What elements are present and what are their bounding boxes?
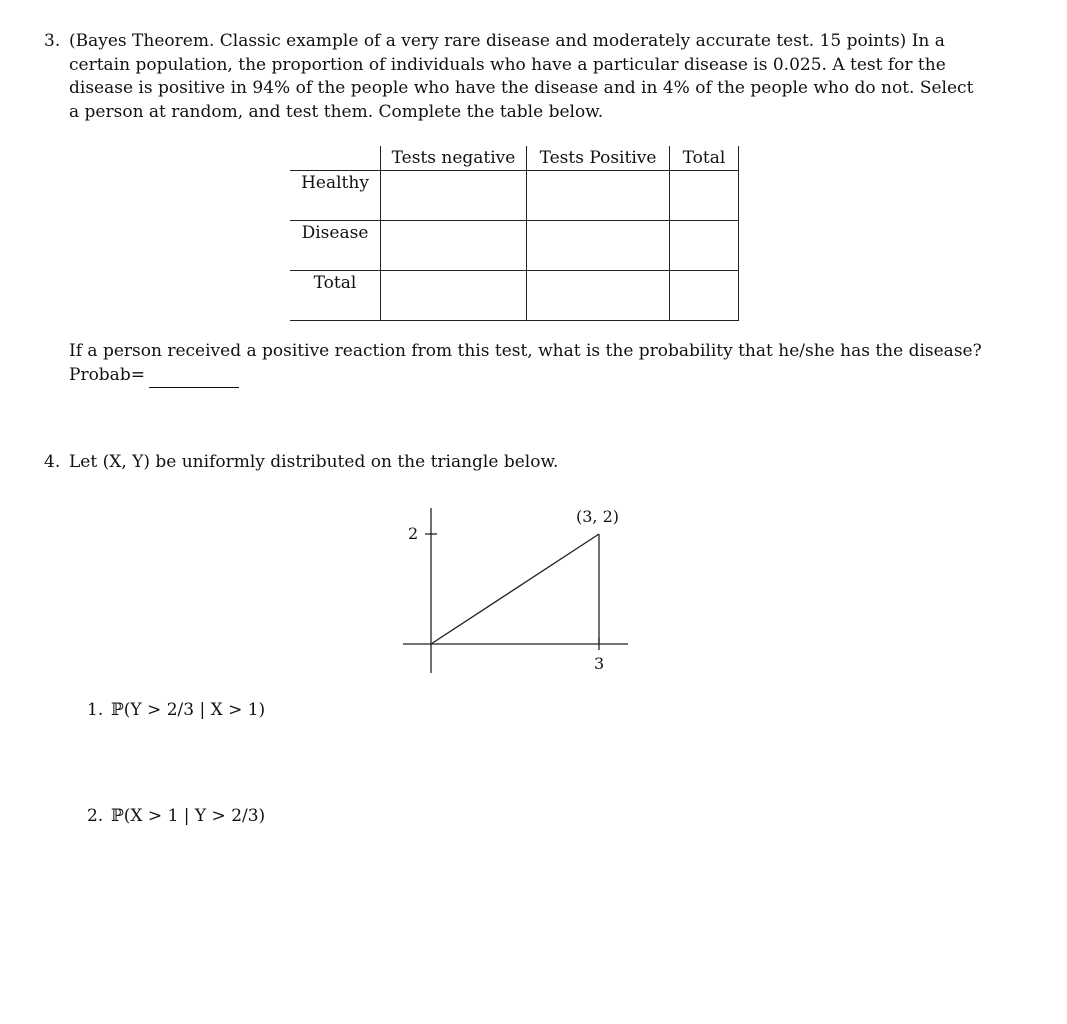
problem-4-number: 4.	[44, 452, 61, 472]
answer-blank[interactable]	[149, 368, 239, 388]
cell-healthy-total[interactable]	[670, 171, 739, 221]
table-corner	[290, 146, 381, 171]
cell-total-negative[interactable]	[381, 271, 527, 321]
row-label-disease: Disease	[290, 221, 381, 271]
part-1-number: 1.	[87, 700, 104, 720]
row-label-total: Total	[290, 271, 381, 321]
cell-total-positive[interactable]	[527, 271, 670, 321]
problem-4-statement: Let (X, Y) be uniformly distributed on the triangle below.	[69, 452, 559, 472]
problem-3-line: a person at random, and test them. Complete the table below.	[69, 101, 604, 122]
x-tick-label: 3	[594, 654, 605, 673]
cell-disease-positive[interactable]	[527, 221, 670, 271]
y-tick-label: 2	[408, 524, 419, 543]
answer-label: Probab=	[69, 365, 145, 385]
table-row	[290, 271, 739, 321]
part-1-expression: ℙ(Y > 2/3 | X > 1)	[111, 700, 266, 720]
table-header-row	[290, 146, 739, 171]
header-tests-positive: Tests Positive	[527, 146, 670, 171]
cell-disease-negative[interactable]	[381, 221, 527, 271]
table-row	[290, 171, 739, 221]
triangle-figure	[395, 500, 635, 685]
cell-healthy-negative[interactable]	[381, 171, 527, 221]
cell-total-total[interactable]	[670, 271, 739, 321]
problem-3-statement	[69, 30, 974, 124]
part-2-expression: ℙ(X > 1 | Y > 2/3)	[111, 806, 266, 826]
part-2-number: 2.	[87, 806, 104, 826]
triangle-hypotenuse	[431, 534, 599, 644]
cell-healthy-positive[interactable]	[527, 171, 670, 221]
header-total: Total	[670, 146, 739, 171]
vertex-label: (3, 2)	[576, 507, 620, 526]
answer-line	[69, 364, 239, 388]
problem-3-line: disease is positive in 94% of the people who have the disease and in 4% of the people who do not. Select	[69, 78, 974, 98]
problem-3-line: certain population, the proportion of individuals who have a particular disease is 0.025. A test for the	[69, 54, 946, 75]
problem-3-number: 3.	[44, 31, 61, 51]
table-row	[290, 221, 739, 271]
contingency-table	[290, 146, 739, 321]
cell-disease-total[interactable]	[670, 221, 739, 271]
problem-3-question: If a person received a positive reaction from this test, what is the probability that he/she has the disease?	[69, 341, 982, 361]
problem-3-line: (Bayes Theorem. Classic example of a very rare disease and moderately accurate test. 15 points) In a	[69, 31, 945, 51]
header-tests-negative: Tests negative	[381, 146, 527, 171]
row-label-healthy: Healthy	[290, 171, 381, 221]
